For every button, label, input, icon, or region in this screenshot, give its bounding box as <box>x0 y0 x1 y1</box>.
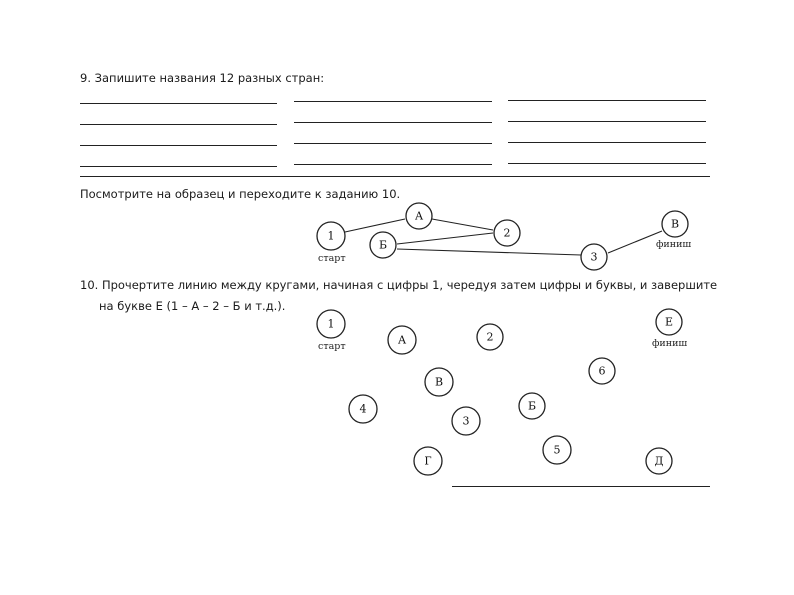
task10-line2: на букве Е (1 – А – 2 – Б и т.д.). <box>99 299 286 313</box>
task-node[interactable] <box>589 358 615 384</box>
example-start-caption: старт <box>318 253 346 264</box>
svg-text:В: В <box>434 375 444 389</box>
svg-text:2: 2 <box>486 330 494 344</box>
svg-text:Д: Д <box>654 454 664 468</box>
example-node <box>370 232 396 258</box>
svg-text:Г: Г <box>424 454 432 468</box>
task-finish-caption: финиш <box>652 338 688 349</box>
task-node[interactable] <box>425 368 453 396</box>
example-node <box>494 220 520 246</box>
svg-text:1: 1 <box>327 317 335 331</box>
example-node <box>662 211 688 237</box>
svg-text:3: 3 <box>462 414 470 428</box>
svg-text:4: 4 <box>359 402 367 416</box>
svg-text:5: 5 <box>553 443 561 457</box>
task-node[interactable] <box>543 436 571 464</box>
task-node[interactable] <box>646 448 672 474</box>
example-link <box>397 233 493 244</box>
example-link <box>608 231 662 253</box>
example-link <box>345 219 405 232</box>
example-finish-caption: финиш <box>656 239 692 250</box>
task-node[interactable] <box>349 395 377 423</box>
svg-text:1: 1 <box>327 229 335 243</box>
svg-text:А: А <box>397 333 407 347</box>
task-node[interactable] <box>452 407 480 435</box>
task10-line1: 10. Прочертите линию между кругами, начиная с цифры 1, чередуя затем цифры и буквы, и завершите <box>80 278 718 292</box>
example-node <box>317 222 345 250</box>
svg-text:В: В <box>670 217 680 231</box>
task-node[interactable] <box>317 310 345 338</box>
svg-text:6: 6 <box>598 364 606 378</box>
svg-text:Б: Б <box>378 238 388 252</box>
example-link <box>397 249 581 255</box>
svg-text:3: 3 <box>590 250 598 264</box>
task9-title: 9. Запишите названия 12 разных стран: <box>80 71 325 85</box>
svg-text:2: 2 <box>503 226 511 240</box>
task-node[interactable] <box>656 309 682 335</box>
example-node <box>581 244 607 270</box>
sample-instruction: Посмотрите на образец и переходите к заданию 10. <box>80 187 401 201</box>
svg-text:Б: Б <box>527 399 537 413</box>
task-node[interactable] <box>388 326 416 354</box>
svg-text:А: А <box>414 209 424 223</box>
task-start-caption: старт <box>318 341 346 352</box>
example-link <box>432 219 493 230</box>
example-node <box>406 203 432 229</box>
task-node[interactable] <box>477 324 503 350</box>
task-node[interactable] <box>414 447 442 475</box>
svg-text:Е: Е <box>664 315 674 329</box>
task-node[interactable] <box>519 393 545 419</box>
